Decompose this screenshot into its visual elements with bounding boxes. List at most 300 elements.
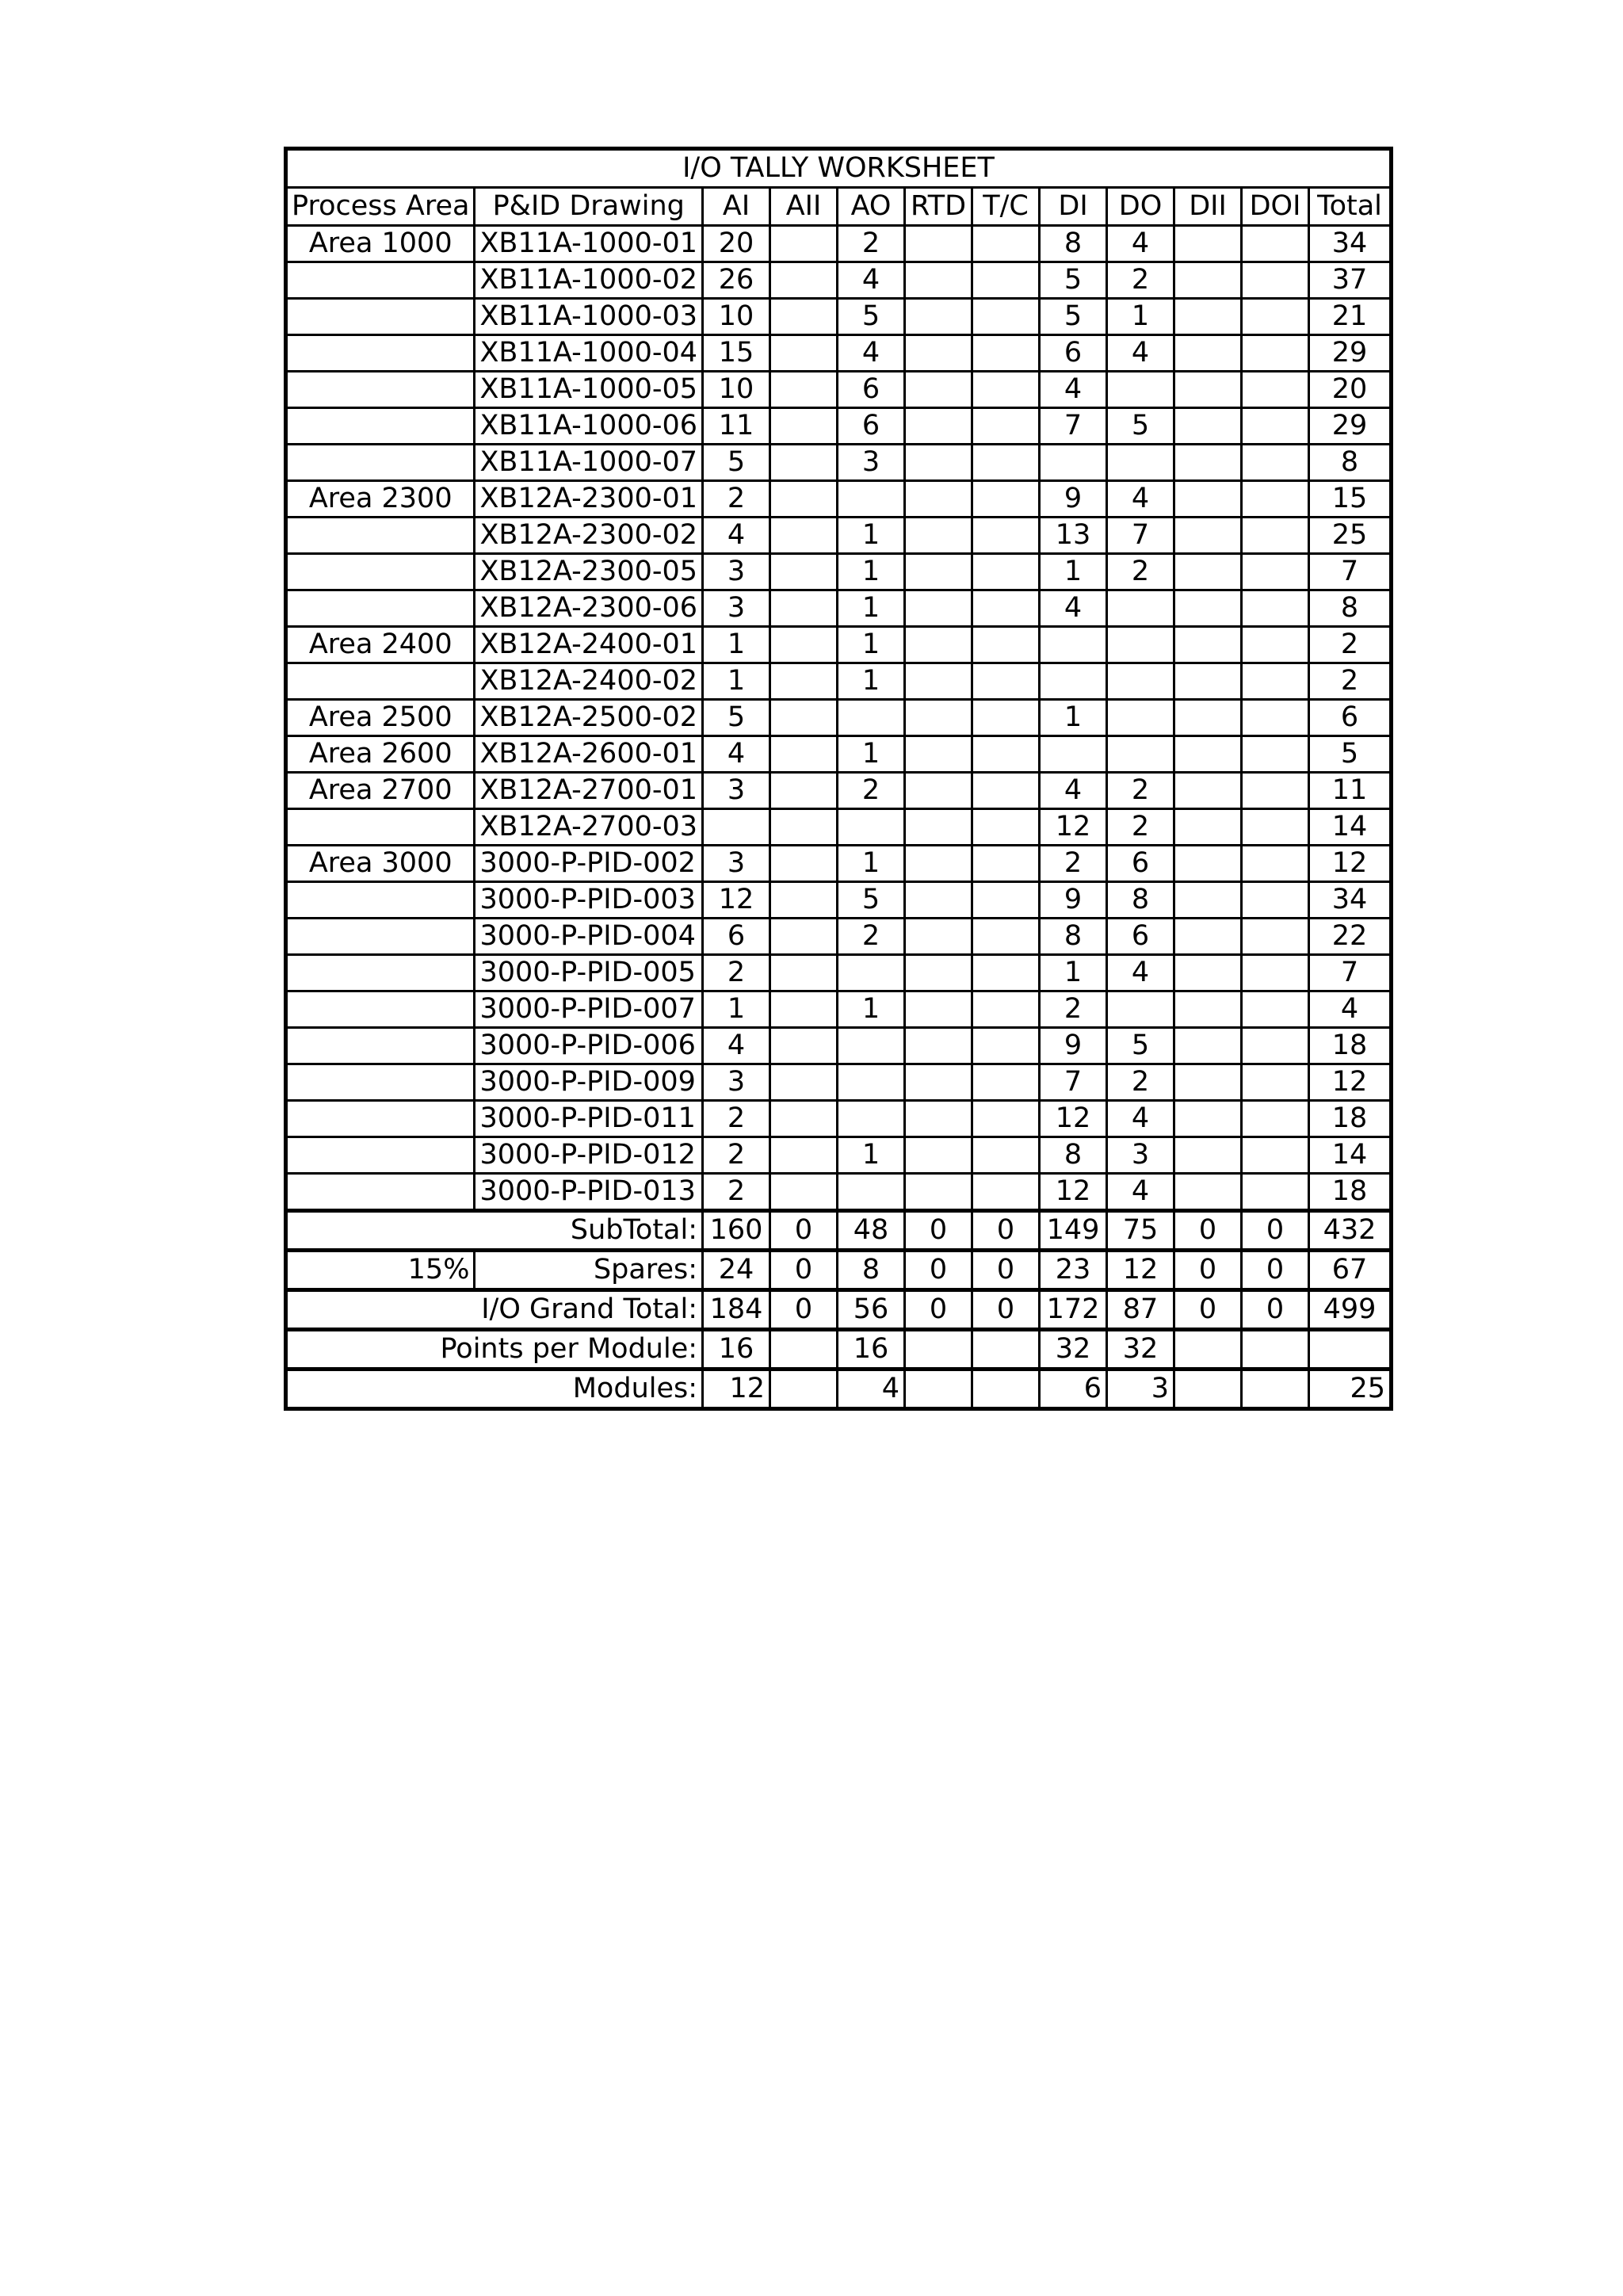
do-cell: 8 bbox=[1107, 882, 1174, 919]
total-cell: 21 bbox=[1309, 299, 1392, 335]
grand-total-dii: 0 bbox=[1174, 1290, 1242, 1330]
points-per-module-ai: 16 bbox=[703, 1330, 770, 1370]
modules-tc bbox=[972, 1370, 1040, 1409]
table-row bbox=[286, 590, 1392, 627]
di-cell: 2 bbox=[1040, 991, 1107, 1028]
ao-cell: 4 bbox=[838, 335, 905, 372]
dii-cell bbox=[1174, 590, 1242, 627]
grand-total-total: 499 bbox=[1309, 1290, 1392, 1330]
points-per-module-rtd bbox=[905, 1330, 972, 1370]
total-cell: 18 bbox=[1309, 1174, 1392, 1211]
modules-ao: 4 bbox=[838, 1370, 905, 1409]
rtd-cell bbox=[905, 1064, 972, 1101]
total-cell: 20 bbox=[1309, 372, 1392, 408]
aii-cell bbox=[770, 955, 838, 991]
tc-cell bbox=[972, 773, 1040, 809]
total-cell: 34 bbox=[1309, 882, 1392, 919]
dii-cell bbox=[1174, 262, 1242, 299]
doi-cell bbox=[1242, 518, 1309, 554]
ao-cell: 1 bbox=[838, 627, 905, 663]
aii-cell bbox=[770, 663, 838, 700]
di-cell bbox=[1040, 736, 1107, 773]
ao-cell: 1 bbox=[838, 590, 905, 627]
rtd-cell bbox=[905, 700, 972, 736]
doi-cell bbox=[1242, 955, 1309, 991]
table-row bbox=[286, 1174, 1392, 1211]
doi-cell bbox=[1242, 481, 1309, 518]
di-cell: 8 bbox=[1040, 1137, 1107, 1174]
pid-drawing-cell: 3000-P-PID-006 bbox=[475, 1028, 703, 1064]
di-cell: 5 bbox=[1040, 299, 1107, 335]
modules-do: 3 bbox=[1107, 1370, 1174, 1409]
tc-cell bbox=[972, 1028, 1040, 1064]
ai-cell bbox=[703, 809, 770, 846]
total-cell: 5 bbox=[1309, 736, 1392, 773]
dii-cell bbox=[1174, 846, 1242, 882]
process-area-cell: Area 3000 bbox=[286, 846, 475, 882]
total-cell: 8 bbox=[1309, 445, 1392, 481]
table-row bbox=[286, 627, 1392, 663]
dii-cell bbox=[1174, 809, 1242, 846]
process-area-cell bbox=[286, 955, 475, 991]
col-header-process-area: Process Area bbox=[286, 188, 475, 226]
process-area-cell bbox=[286, 445, 475, 481]
subtotal-dii: 0 bbox=[1174, 1211, 1242, 1251]
aii-cell bbox=[770, 518, 838, 554]
ao-cell: 5 bbox=[838, 299, 905, 335]
tc-cell bbox=[972, 299, 1040, 335]
table-row bbox=[286, 481, 1392, 518]
aii-cell bbox=[770, 408, 838, 445]
pid-drawing-cell: 3000-P-PID-003 bbox=[475, 882, 703, 919]
rtd-cell bbox=[905, 408, 972, 445]
points-per-module-total bbox=[1309, 1330, 1392, 1370]
do-cell: 1 bbox=[1107, 299, 1174, 335]
table-row bbox=[286, 882, 1392, 919]
do-cell: 2 bbox=[1107, 773, 1174, 809]
process-area-cell bbox=[286, 1028, 475, 1064]
ai-cell: 3 bbox=[703, 1064, 770, 1101]
ai-cell: 26 bbox=[703, 262, 770, 299]
process-area-cell bbox=[286, 554, 475, 590]
process-area-cell bbox=[286, 882, 475, 919]
tc-cell bbox=[972, 335, 1040, 372]
aii-cell bbox=[770, 335, 838, 372]
aii-cell bbox=[770, 773, 838, 809]
col-header-dii: DII bbox=[1174, 188, 1242, 226]
ai-cell: 3 bbox=[703, 773, 770, 809]
col-header-doi: DOI bbox=[1242, 188, 1309, 226]
process-area-cell bbox=[286, 1101, 475, 1137]
ao-cell: 2 bbox=[838, 919, 905, 955]
aii-cell bbox=[770, 226, 838, 262]
process-area-cell bbox=[286, 590, 475, 627]
di-cell: 1 bbox=[1040, 554, 1107, 590]
aii-cell bbox=[770, 627, 838, 663]
pid-drawing-cell: XB11A-1000-07 bbox=[475, 445, 703, 481]
points-per-module-aii bbox=[770, 1330, 838, 1370]
aii-cell bbox=[770, 991, 838, 1028]
grand-total-ai: 184 bbox=[703, 1290, 770, 1330]
aii-cell bbox=[770, 846, 838, 882]
pid-drawing-cell: XB11A-1000-06 bbox=[475, 408, 703, 445]
total-cell: 25 bbox=[1309, 518, 1392, 554]
pid-drawing-cell: 3000-P-PID-002 bbox=[475, 846, 703, 882]
di-cell: 1 bbox=[1040, 700, 1107, 736]
process-area-cell bbox=[286, 809, 475, 846]
total-cell: 12 bbox=[1309, 846, 1392, 882]
process-area-cell: Area 2500 bbox=[286, 700, 475, 736]
rtd-cell bbox=[905, 773, 972, 809]
dii-cell bbox=[1174, 1064, 1242, 1101]
aii-cell bbox=[770, 700, 838, 736]
dii-cell bbox=[1174, 445, 1242, 481]
modules-total: 25 bbox=[1309, 1370, 1392, 1409]
total-cell: 6 bbox=[1309, 700, 1392, 736]
di-cell: 8 bbox=[1040, 226, 1107, 262]
process-area-cell bbox=[286, 991, 475, 1028]
modules-label: Modules: bbox=[286, 1370, 703, 1409]
ai-cell: 1 bbox=[703, 627, 770, 663]
io-tally-table bbox=[284, 147, 1393, 1411]
di-cell: 8 bbox=[1040, 919, 1107, 955]
col-header-ai: AI bbox=[703, 188, 770, 226]
table-row bbox=[286, 518, 1392, 554]
aii-cell bbox=[770, 1174, 838, 1211]
pid-drawing-cell: XB12A-2700-01 bbox=[475, 773, 703, 809]
col-header-pid-drawing: P&ID Drawing bbox=[475, 188, 703, 226]
ai-cell: 6 bbox=[703, 919, 770, 955]
table-row bbox=[286, 736, 1392, 773]
di-cell: 4 bbox=[1040, 773, 1107, 809]
ai-cell: 10 bbox=[703, 372, 770, 408]
dii-cell bbox=[1174, 1137, 1242, 1174]
doi-cell bbox=[1242, 1028, 1309, 1064]
ai-cell: 2 bbox=[703, 955, 770, 991]
table-row bbox=[286, 445, 1392, 481]
total-cell: 18 bbox=[1309, 1101, 1392, 1137]
ai-cell: 4 bbox=[703, 736, 770, 773]
ai-cell: 3 bbox=[703, 554, 770, 590]
ao-cell: 1 bbox=[838, 991, 905, 1028]
grand-total-aii: 0 bbox=[770, 1290, 838, 1330]
di-cell: 12 bbox=[1040, 1101, 1107, 1137]
aii-cell bbox=[770, 882, 838, 919]
tc-cell bbox=[972, 1064, 1040, 1101]
doi-cell bbox=[1242, 882, 1309, 919]
doi-cell bbox=[1242, 299, 1309, 335]
rtd-cell bbox=[905, 882, 972, 919]
pid-drawing-cell: 3000-P-PID-009 bbox=[475, 1064, 703, 1101]
process-area-cell bbox=[286, 299, 475, 335]
ao-cell bbox=[838, 1174, 905, 1211]
table-row bbox=[286, 226, 1392, 262]
tc-cell bbox=[972, 882, 1040, 919]
ao-cell: 2 bbox=[838, 773, 905, 809]
table-row bbox=[286, 1101, 1392, 1137]
rtd-cell bbox=[905, 299, 972, 335]
aii-cell bbox=[770, 481, 838, 518]
grand-total-di: 172 bbox=[1040, 1290, 1107, 1330]
dii-cell bbox=[1174, 226, 1242, 262]
aii-cell bbox=[770, 262, 838, 299]
doi-cell bbox=[1242, 226, 1309, 262]
subtotal-aii: 0 bbox=[770, 1211, 838, 1251]
process-area-cell bbox=[286, 262, 475, 299]
ai-cell: 5 bbox=[703, 700, 770, 736]
rtd-cell bbox=[905, 919, 972, 955]
aii-cell bbox=[770, 590, 838, 627]
tc-cell bbox=[972, 262, 1040, 299]
do-cell: 4 bbox=[1107, 481, 1174, 518]
tc-cell bbox=[972, 445, 1040, 481]
doi-cell bbox=[1242, 408, 1309, 445]
process-area-cell bbox=[286, 919, 475, 955]
ao-cell: 1 bbox=[838, 518, 905, 554]
dii-cell bbox=[1174, 299, 1242, 335]
col-header-total: Total bbox=[1309, 188, 1392, 226]
tc-cell bbox=[972, 846, 1040, 882]
aii-cell bbox=[770, 809, 838, 846]
grand-total-rtd: 0 bbox=[905, 1290, 972, 1330]
spares-di: 23 bbox=[1040, 1251, 1107, 1290]
table-row bbox=[286, 554, 1392, 590]
spares-rtd: 0 bbox=[905, 1251, 972, 1290]
rtd-cell bbox=[905, 627, 972, 663]
table-row bbox=[286, 919, 1392, 955]
doi-cell bbox=[1242, 663, 1309, 700]
total-cell: 14 bbox=[1309, 1137, 1392, 1174]
tc-cell bbox=[972, 1174, 1040, 1211]
tc-cell bbox=[972, 1101, 1040, 1137]
process-area-cell: Area 1000 bbox=[286, 226, 475, 262]
aii-cell bbox=[770, 1101, 838, 1137]
tc-cell bbox=[972, 955, 1040, 991]
pid-drawing-cell: 3000-P-PID-004 bbox=[475, 919, 703, 955]
ao-cell bbox=[838, 955, 905, 991]
tc-cell bbox=[972, 554, 1040, 590]
col-header-ao: AO bbox=[838, 188, 905, 226]
ai-cell: 2 bbox=[703, 1174, 770, 1211]
do-cell bbox=[1107, 736, 1174, 773]
header-row bbox=[286, 188, 1392, 226]
di-cell: 2 bbox=[1040, 846, 1107, 882]
tc-cell bbox=[972, 590, 1040, 627]
table-row bbox=[286, 408, 1392, 445]
pid-drawing-cell: XB12A-2400-02 bbox=[475, 663, 703, 700]
process-area-cell bbox=[286, 372, 475, 408]
rtd-cell bbox=[905, 991, 972, 1028]
table-row bbox=[286, 335, 1392, 372]
ao-cell: 2 bbox=[838, 226, 905, 262]
spares-do: 12 bbox=[1107, 1251, 1174, 1290]
aii-cell bbox=[770, 372, 838, 408]
rtd-cell bbox=[905, 372, 972, 408]
table-row bbox=[286, 663, 1392, 700]
do-cell bbox=[1107, 991, 1174, 1028]
pid-drawing-cell: 3000-P-PID-013 bbox=[475, 1174, 703, 1211]
spares-doi: 0 bbox=[1242, 1251, 1309, 1290]
table-row bbox=[286, 700, 1392, 736]
grand-total-label: I/O Grand Total: bbox=[286, 1290, 703, 1330]
doi-cell bbox=[1242, 846, 1309, 882]
ao-cell: 3 bbox=[838, 445, 905, 481]
dii-cell bbox=[1174, 1101, 1242, 1137]
di-cell: 12 bbox=[1040, 1174, 1107, 1211]
tc-cell bbox=[972, 1137, 1040, 1174]
doi-cell bbox=[1242, 1101, 1309, 1137]
grand-total-do: 87 bbox=[1107, 1290, 1174, 1330]
doi-cell bbox=[1242, 590, 1309, 627]
pid-drawing-cell: XB12A-2500-02 bbox=[475, 700, 703, 736]
pid-drawing-cell: XB11A-1000-02 bbox=[475, 262, 703, 299]
aii-cell bbox=[770, 919, 838, 955]
spares-tc: 0 bbox=[972, 1251, 1040, 1290]
rtd-cell bbox=[905, 1174, 972, 1211]
di-cell: 9 bbox=[1040, 1028, 1107, 1064]
process-area-cell bbox=[286, 1064, 475, 1101]
points-per-module-do: 32 bbox=[1107, 1330, 1174, 1370]
tc-cell bbox=[972, 991, 1040, 1028]
modules-ai: 12 bbox=[703, 1370, 770, 1409]
process-area-cell bbox=[286, 1137, 475, 1174]
ai-cell: 20 bbox=[703, 226, 770, 262]
points-per-module-doi bbox=[1242, 1330, 1309, 1370]
aii-cell bbox=[770, 1064, 838, 1101]
table-row bbox=[286, 773, 1392, 809]
pid-drawing-cell: 3000-P-PID-012 bbox=[475, 1137, 703, 1174]
ai-cell: 11 bbox=[703, 408, 770, 445]
dii-cell bbox=[1174, 1028, 1242, 1064]
total-cell: 2 bbox=[1309, 663, 1392, 700]
table-row bbox=[286, 1137, 1392, 1174]
dii-cell bbox=[1174, 335, 1242, 372]
pid-drawing-cell: XB12A-2700-03 bbox=[475, 809, 703, 846]
col-header-tc: T/C bbox=[972, 188, 1040, 226]
ao-cell bbox=[838, 809, 905, 846]
subtotal-total: 432 bbox=[1309, 1211, 1392, 1251]
modules-rtd bbox=[905, 1370, 972, 1409]
pid-drawing-cell: XB11A-1000-03 bbox=[475, 299, 703, 335]
dii-cell bbox=[1174, 991, 1242, 1028]
points-per-module-ao: 16 bbox=[838, 1330, 905, 1370]
di-cell bbox=[1040, 663, 1107, 700]
total-cell: 37 bbox=[1309, 262, 1392, 299]
process-area-cell: Area 2400 bbox=[286, 627, 475, 663]
doi-cell bbox=[1242, 809, 1309, 846]
do-cell: 2 bbox=[1107, 554, 1174, 590]
col-header-di: DI bbox=[1040, 188, 1107, 226]
process-area-cell bbox=[286, 518, 475, 554]
total-cell: 4 bbox=[1309, 991, 1392, 1028]
ai-cell: 3 bbox=[703, 590, 770, 627]
do-cell: 2 bbox=[1107, 809, 1174, 846]
table-row bbox=[286, 1064, 1392, 1101]
aii-cell bbox=[770, 299, 838, 335]
ai-cell: 1 bbox=[703, 663, 770, 700]
do-cell: 2 bbox=[1107, 262, 1174, 299]
total-cell: 29 bbox=[1309, 335, 1392, 372]
do-cell: 4 bbox=[1107, 1101, 1174, 1137]
rtd-cell bbox=[905, 335, 972, 372]
pid-drawing-cell: 3000-P-PID-011 bbox=[475, 1101, 703, 1137]
di-cell: 5 bbox=[1040, 262, 1107, 299]
di-cell: 4 bbox=[1040, 372, 1107, 408]
ao-cell: 1 bbox=[838, 736, 905, 773]
ai-cell: 12 bbox=[703, 882, 770, 919]
total-cell: 7 bbox=[1309, 955, 1392, 991]
points-per-module-tc bbox=[972, 1330, 1040, 1370]
do-cell: 4 bbox=[1107, 955, 1174, 991]
pid-drawing-cell: XB12A-2400-01 bbox=[475, 627, 703, 663]
table-row bbox=[286, 262, 1392, 299]
rtd-cell bbox=[905, 226, 972, 262]
dii-cell bbox=[1174, 1174, 1242, 1211]
ao-cell bbox=[838, 1064, 905, 1101]
process-area-cell: Area 2700 bbox=[286, 773, 475, 809]
modules-row bbox=[286, 1370, 1392, 1409]
table-row bbox=[286, 1028, 1392, 1064]
subtotal-doi: 0 bbox=[1242, 1211, 1309, 1251]
rtd-cell bbox=[905, 481, 972, 518]
doi-cell bbox=[1242, 1064, 1309, 1101]
subtotal-row bbox=[286, 1211, 1392, 1251]
ai-cell: 1 bbox=[703, 991, 770, 1028]
dii-cell bbox=[1174, 955, 1242, 991]
rtd-cell bbox=[905, 955, 972, 991]
tc-cell bbox=[972, 481, 1040, 518]
doi-cell bbox=[1242, 335, 1309, 372]
col-header-aii: AII bbox=[770, 188, 838, 226]
aii-cell bbox=[770, 736, 838, 773]
pid-drawing-cell: XB12A-2300-01 bbox=[475, 481, 703, 518]
do-cell bbox=[1107, 590, 1174, 627]
ai-cell: 2 bbox=[703, 1137, 770, 1174]
process-area-cell bbox=[286, 663, 475, 700]
do-cell: 5 bbox=[1107, 408, 1174, 445]
process-area-cell bbox=[286, 408, 475, 445]
process-area-cell: Area 2300 bbox=[286, 481, 475, 518]
do-cell: 2 bbox=[1107, 1064, 1174, 1101]
rtd-cell bbox=[905, 554, 972, 590]
tc-cell bbox=[972, 663, 1040, 700]
di-cell: 9 bbox=[1040, 481, 1107, 518]
dii-cell bbox=[1174, 554, 1242, 590]
table-row bbox=[286, 955, 1392, 991]
tc-cell bbox=[972, 919, 1040, 955]
rtd-cell bbox=[905, 590, 972, 627]
pid-drawing-cell: XB12A-2600-01 bbox=[475, 736, 703, 773]
total-cell: 22 bbox=[1309, 919, 1392, 955]
ao-cell: 1 bbox=[838, 554, 905, 590]
ai-cell: 15 bbox=[703, 335, 770, 372]
spares-ai: 24 bbox=[703, 1251, 770, 1290]
di-cell: 7 bbox=[1040, 408, 1107, 445]
aii-cell bbox=[770, 445, 838, 481]
ao-cell: 1 bbox=[838, 663, 905, 700]
points-per-module-row bbox=[286, 1330, 1392, 1370]
rtd-cell bbox=[905, 1137, 972, 1174]
total-cell: 12 bbox=[1309, 1064, 1392, 1101]
total-cell: 18 bbox=[1309, 1028, 1392, 1064]
do-cell: 5 bbox=[1107, 1028, 1174, 1064]
total-cell: 14 bbox=[1309, 809, 1392, 846]
aii-cell bbox=[770, 1137, 838, 1174]
dii-cell bbox=[1174, 882, 1242, 919]
do-cell bbox=[1107, 445, 1174, 481]
spares-aii: 0 bbox=[770, 1251, 838, 1290]
ai-cell: 2 bbox=[703, 481, 770, 518]
